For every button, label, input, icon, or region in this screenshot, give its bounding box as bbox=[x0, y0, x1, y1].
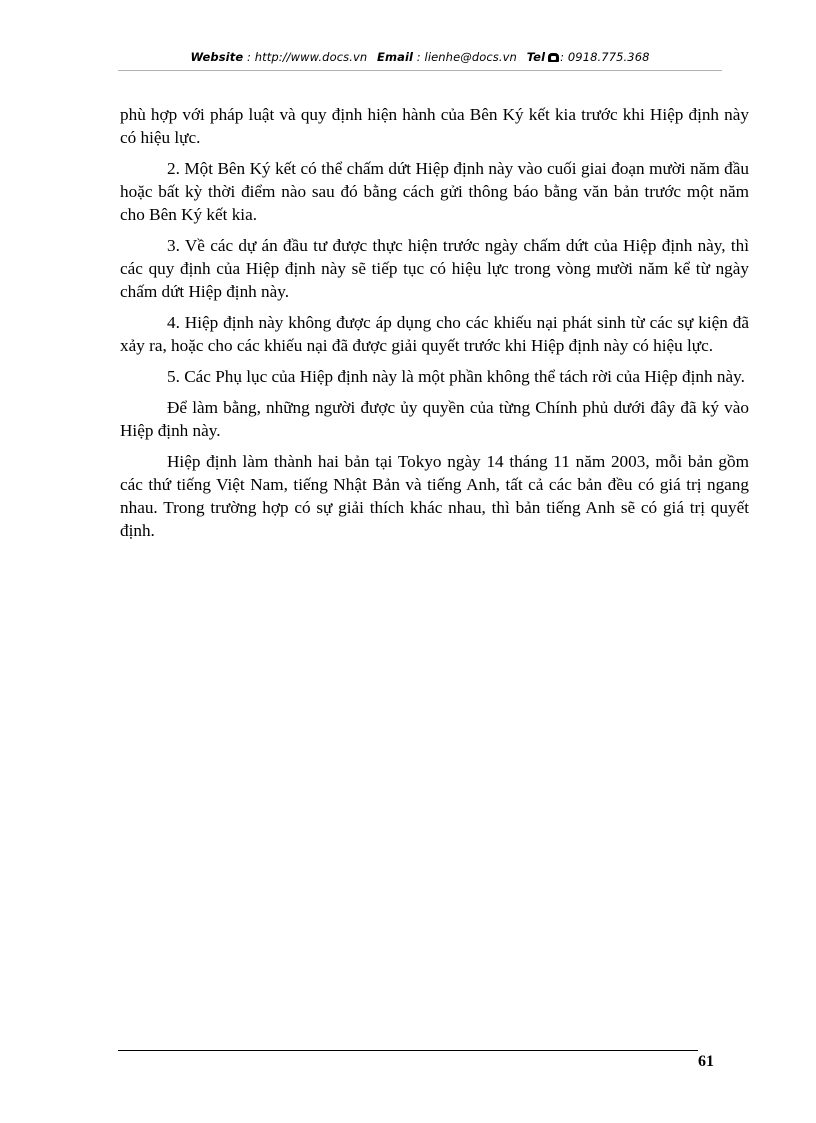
website-label: Website bbox=[190, 50, 244, 64]
website-link[interactable]: : http://www.docs.vn bbox=[246, 50, 368, 64]
page-number: 61 bbox=[698, 1054, 714, 1066]
paragraph-continuation: phù hợp với pháp luật và quy định hiện hành của Bên Ký kết kia trước khi Hiệp định này có hiệu lực. bbox=[120, 105, 749, 147]
header-divider bbox=[118, 70, 722, 71]
tel-number: : 0918.775.368 bbox=[560, 50, 650, 64]
email-label: Email bbox=[377, 50, 414, 64]
paragraph-clause-3: 3. Về các dự án đầu tư được thực hiện trước ngày chấm dứt của Hiệp định này, thì các quy định của Hiệp định này sẽ tiếp tục có hiệu lực trong vòng mười năm kể từ ngày chấm dứt Hiệp định này. bbox=[120, 236, 749, 301]
email-link[interactable]: : lienhe@docs.vn bbox=[416, 50, 517, 64]
footer-divider bbox=[118, 1050, 698, 1051]
paragraph-clause-2: 2. Một Bên Ký kết có thể chấm dứt Hiệp định này vào cuối giai đoạn mười năm đầu hoặc bất kỳ thời điểm nào sau đó bằng cách gửi thông báo bằng văn bản trước một năm cho Bên Ký kết kia. bbox=[120, 159, 749, 224]
document-body bbox=[120, 103, 749, 550]
paragraph-clause-4: 4. Hiệp định này không được áp dụng cho các khiếu nại phát sinh từ các sự kiện đã xảy ra, hoặc cho các khiếu nại đã được giải quyết trước khi Hiệp định này có hiệu lực. bbox=[120, 313, 749, 355]
phone-icon bbox=[548, 53, 559, 62]
page-header bbox=[118, 50, 722, 64]
paragraph-witness: Để làm bằng, những người được ủy quyền của từng Chính phủ dưới đây đã ký vào Hiệp định này. bbox=[120, 398, 749, 440]
tel-label: Tel bbox=[526, 50, 546, 64]
paragraph-clause-5: 5. Các Phụ lục của Hiệp định này là một phần không thể tách rời của Hiệp định này. bbox=[167, 367, 745, 386]
paragraph-done-at: Hiệp định làm thành hai bản tại Tokyo ngày 14 tháng 11 năm 2003, mỗi bản gồm các thứ tiếng Việt Nam, tiếng Nhật Bản và tiếng Anh, tất cả các bản đều có giá trị ngang nhau. Trong trường hợp có sự giải thích khác nhau, thì bản tiếng Anh sẽ có giá trị quyết định. bbox=[120, 452, 749, 540]
